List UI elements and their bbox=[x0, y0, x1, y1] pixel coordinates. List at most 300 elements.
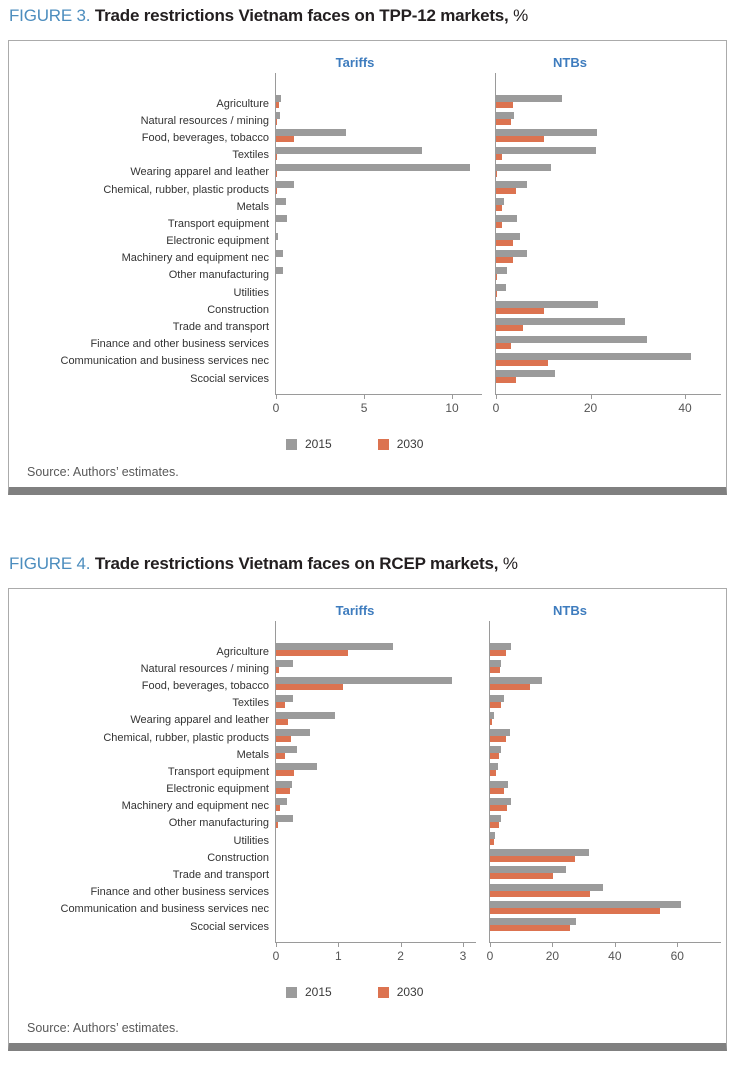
bar-row bbox=[490, 660, 721, 677]
plot-ntbs bbox=[495, 73, 721, 395]
bar-2030 bbox=[496, 343, 511, 349]
bar-2015 bbox=[496, 370, 555, 377]
axis-tick-label: 40 bbox=[608, 949, 622, 963]
bar-row bbox=[496, 250, 721, 267]
bar-row bbox=[276, 336, 482, 353]
bar-2015 bbox=[496, 147, 596, 154]
panel-title-tariffs: Tariffs bbox=[335, 603, 375, 618]
bar-row bbox=[276, 370, 482, 387]
bar-2030 bbox=[490, 822, 499, 828]
legend-item-2015 bbox=[286, 985, 332, 999]
category-row bbox=[9, 198, 269, 215]
bar-2015 bbox=[276, 815, 293, 822]
category-row bbox=[9, 147, 269, 164]
category-label: Agriculture bbox=[216, 645, 269, 658]
panel-title-tariffs: Tariffs bbox=[335, 55, 375, 70]
bar-row bbox=[490, 815, 721, 832]
bar-2015 bbox=[276, 129, 346, 136]
bar-row bbox=[276, 301, 482, 318]
plot-tariffs bbox=[275, 621, 476, 943]
bar-row bbox=[276, 815, 476, 832]
category-row bbox=[9, 336, 269, 353]
bar-row bbox=[276, 233, 482, 250]
bar-2030 bbox=[490, 702, 501, 708]
category-row bbox=[9, 884, 269, 901]
axis-tick-mark bbox=[685, 395, 686, 399]
bar-row bbox=[496, 233, 721, 250]
figure-3-chart bbox=[9, 41, 726, 451]
figure-4 bbox=[8, 554, 727, 1051]
bar-2030 bbox=[276, 684, 343, 690]
bar-row bbox=[276, 798, 476, 815]
bar-2030 bbox=[496, 205, 502, 211]
bar-row bbox=[496, 112, 721, 129]
bar-2015 bbox=[276, 215, 287, 222]
category-label: Agriculture bbox=[216, 97, 269, 110]
bar-2030 bbox=[276, 188, 277, 194]
category-label: Chemical, rubber, plastic products bbox=[103, 731, 269, 744]
bar-row bbox=[276, 129, 482, 146]
bar-2015 bbox=[490, 763, 498, 770]
bar-row bbox=[276, 849, 476, 866]
category-row bbox=[9, 763, 269, 780]
category-row bbox=[9, 353, 269, 370]
bar-row bbox=[490, 763, 721, 780]
bar-2015 bbox=[496, 181, 527, 188]
bar-2030 bbox=[490, 805, 507, 811]
axis-tick-label: 3 bbox=[459, 949, 467, 963]
bar-2015 bbox=[276, 147, 422, 154]
bar-row bbox=[276, 112, 482, 129]
bar-2015 bbox=[490, 849, 589, 856]
bar-2030 bbox=[490, 856, 575, 862]
axis-ntbs bbox=[492, 395, 721, 421]
legend-item-2015 bbox=[286, 437, 332, 451]
legend-swatch-2030 bbox=[378, 439, 389, 450]
axis-tick-mark bbox=[276, 395, 277, 399]
bar-row bbox=[490, 832, 721, 849]
bar-2030 bbox=[276, 102, 279, 108]
panel-titles bbox=[9, 53, 726, 73]
category-label: Wearing apparel and leather bbox=[130, 166, 269, 179]
bar-row bbox=[496, 284, 721, 301]
bar-2015 bbox=[276, 729, 310, 736]
bar-2030 bbox=[496, 119, 511, 125]
category-row bbox=[9, 284, 269, 301]
bar-2030 bbox=[276, 719, 288, 725]
bar-2030 bbox=[496, 377, 516, 383]
axis-tick-mark bbox=[677, 943, 678, 947]
bar-2030 bbox=[490, 908, 660, 914]
bar-row bbox=[276, 164, 482, 181]
category-row bbox=[9, 370, 269, 387]
bar-2030 bbox=[490, 667, 500, 673]
category-row bbox=[9, 181, 269, 198]
category-label: Communication and business services nec bbox=[60, 355, 269, 368]
bar-row bbox=[490, 866, 721, 883]
category-label: Utilities bbox=[233, 834, 269, 847]
category-row bbox=[9, 832, 269, 849]
figure-3-heading bbox=[9, 6, 727, 26]
category-row bbox=[9, 660, 269, 677]
axis-tick-mark bbox=[463, 943, 464, 947]
figure-3-title-unit: % bbox=[513, 6, 529, 25]
bar-2015 bbox=[490, 815, 501, 822]
bar-2030 bbox=[490, 839, 494, 845]
bar-2030 bbox=[276, 650, 348, 656]
category-label: Natural resources / mining bbox=[140, 662, 269, 675]
legend-swatch-2015 bbox=[286, 987, 297, 998]
bar-2015 bbox=[276, 181, 294, 188]
bar-2015 bbox=[490, 712, 494, 719]
axis-tick-label: 20 bbox=[583, 401, 598, 415]
category-row bbox=[9, 866, 269, 883]
category-label: Scocial services bbox=[190, 920, 269, 933]
bar-2030 bbox=[276, 136, 294, 142]
bar-row bbox=[496, 147, 721, 164]
figure-4-title-unit: % bbox=[502, 554, 518, 573]
bar-row bbox=[490, 695, 721, 712]
bar-2015 bbox=[490, 832, 495, 839]
bar-row bbox=[496, 370, 721, 387]
bar-2015 bbox=[496, 112, 514, 119]
category-label: Metals bbox=[236, 748, 269, 761]
figure-4-chart bbox=[9, 589, 726, 999]
category-label: Textiles bbox=[232, 697, 269, 710]
bar-2015 bbox=[496, 164, 551, 171]
category-label: Textiles bbox=[232, 149, 269, 162]
bar-row bbox=[496, 353, 721, 370]
bar-2030 bbox=[490, 684, 530, 690]
axis-tick-label: 60 bbox=[670, 949, 684, 963]
bar-2015 bbox=[490, 695, 504, 702]
bar-row bbox=[276, 901, 476, 918]
legend-label-2030: 2030 bbox=[396, 985, 424, 999]
bar-2030 bbox=[490, 873, 553, 879]
axis-tick-mark bbox=[552, 943, 553, 947]
bar-2015 bbox=[490, 866, 566, 873]
bar-2015 bbox=[490, 918, 576, 925]
category-row bbox=[9, 849, 269, 866]
axis-tick-mark bbox=[364, 395, 365, 399]
bar-row bbox=[276, 781, 476, 798]
category-row bbox=[9, 95, 269, 112]
bar-2015 bbox=[276, 660, 293, 667]
bar-2030 bbox=[276, 753, 285, 759]
bar-2030 bbox=[276, 736, 291, 742]
bar-2015 bbox=[490, 677, 542, 684]
bar-2030 bbox=[276, 119, 277, 125]
category-label: Other manufacturing bbox=[168, 817, 269, 830]
bar-row bbox=[276, 884, 476, 901]
category-label: Scocial services bbox=[190, 372, 269, 385]
bar-row bbox=[496, 95, 721, 112]
category-label: Food, beverages, tobacco bbox=[141, 679, 269, 692]
category-label: Trade and transport bbox=[172, 321, 269, 334]
bar-2015 bbox=[276, 267, 283, 274]
category-row bbox=[9, 267, 269, 284]
category-label: Food, beverages, tobacco bbox=[141, 131, 269, 144]
axis-tick-mark bbox=[615, 943, 616, 947]
category-row bbox=[9, 712, 269, 729]
category-row bbox=[9, 643, 269, 660]
bar-row bbox=[496, 336, 721, 353]
panel-titles bbox=[9, 601, 726, 621]
bar-row bbox=[490, 849, 721, 866]
bar-row bbox=[276, 353, 482, 370]
bar-2015 bbox=[496, 215, 517, 222]
axis-tick-label: 0 bbox=[486, 949, 494, 963]
bar-row bbox=[276, 729, 476, 746]
bar-2015 bbox=[276, 677, 452, 684]
axis-tick-label: 5 bbox=[360, 401, 368, 415]
axis-tick-mark bbox=[591, 395, 592, 399]
category-row bbox=[9, 129, 269, 146]
bar-row bbox=[490, 901, 721, 918]
bar-2015 bbox=[496, 353, 691, 360]
bar-2015 bbox=[496, 95, 562, 102]
bar-row bbox=[276, 267, 482, 284]
bar-row bbox=[276, 181, 482, 198]
category-label: Metals bbox=[236, 200, 269, 213]
category-labels bbox=[9, 73, 275, 395]
bar-row bbox=[490, 781, 721, 798]
bar-row bbox=[276, 643, 476, 660]
bar-2015 bbox=[276, 95, 281, 102]
bar-2030 bbox=[276, 788, 290, 794]
plot-ntbs bbox=[489, 621, 721, 943]
bar-row bbox=[496, 181, 721, 198]
axis-tick-mark bbox=[496, 395, 497, 399]
bar-2030 bbox=[490, 770, 496, 776]
bar-row bbox=[276, 677, 476, 694]
category-row bbox=[9, 695, 269, 712]
bar-2015 bbox=[276, 746, 297, 753]
category-label: Machinery and equipment nec bbox=[121, 252, 269, 265]
bar-2015 bbox=[276, 164, 470, 171]
legend-swatch-2030 bbox=[378, 987, 389, 998]
axis-tariffs bbox=[272, 943, 476, 969]
plot-gap bbox=[476, 621, 489, 943]
bar-2030 bbox=[496, 136, 544, 142]
category-row bbox=[9, 815, 269, 832]
figure-3-label: FIGURE 3. bbox=[9, 6, 91, 25]
category-row bbox=[9, 250, 269, 267]
axis-tick-mark bbox=[401, 943, 402, 947]
figure-4-panel bbox=[8, 588, 727, 1051]
bar-2030 bbox=[276, 667, 279, 673]
bar-row bbox=[276, 712, 476, 729]
category-row bbox=[9, 301, 269, 318]
bar-2015 bbox=[276, 781, 292, 788]
legend-label-2015: 2015 bbox=[305, 985, 332, 999]
axis-tick-mark bbox=[276, 943, 277, 947]
bar-2015 bbox=[276, 233, 278, 240]
bar-2015 bbox=[276, 198, 286, 205]
category-labels bbox=[9, 621, 275, 943]
bar-2015 bbox=[496, 301, 598, 308]
category-label: Wearing apparel and leather bbox=[130, 714, 269, 727]
bar-row bbox=[276, 746, 476, 763]
bar-row bbox=[496, 215, 721, 232]
bar-row bbox=[276, 198, 482, 215]
bar-row bbox=[490, 712, 721, 729]
bar-2030 bbox=[496, 274, 497, 280]
bar-2030 bbox=[496, 360, 548, 366]
bar-row bbox=[276, 695, 476, 712]
bar-2015 bbox=[496, 336, 647, 343]
bar-row bbox=[276, 866, 476, 883]
legend-label-2030: 2030 bbox=[396, 437, 424, 451]
plot-gap bbox=[482, 73, 495, 395]
category-label: Natural resources / mining bbox=[140, 114, 269, 127]
bar-2015 bbox=[276, 250, 283, 257]
bar-2030 bbox=[496, 222, 502, 228]
bar-2015 bbox=[496, 267, 507, 274]
category-row bbox=[9, 901, 269, 918]
axis-tick-label: 0 bbox=[272, 401, 280, 415]
bar-2030 bbox=[490, 788, 504, 794]
category-row bbox=[9, 318, 269, 335]
axis-spacer bbox=[9, 943, 275, 969]
axis-tick-mark bbox=[490, 943, 491, 947]
bar-2030 bbox=[490, 925, 570, 931]
bar-2015 bbox=[490, 729, 510, 736]
panel-title-ntbs: NTBs bbox=[553, 603, 587, 618]
figure-3-source-note: Source: Authors’ estimates. bbox=[27, 465, 179, 479]
bar-2015 bbox=[276, 798, 287, 805]
bar-2030 bbox=[276, 822, 278, 828]
bar-2015 bbox=[276, 763, 317, 770]
bar-2030 bbox=[276, 805, 280, 811]
bar-2030 bbox=[276, 702, 285, 708]
bar-2030 bbox=[496, 291, 497, 297]
axis-ntbs bbox=[486, 943, 721, 969]
plot-tariffs bbox=[275, 73, 482, 395]
bar-row bbox=[496, 267, 721, 284]
figure-3-panel bbox=[8, 40, 727, 495]
category-label: Trade and transport bbox=[172, 869, 269, 882]
category-row bbox=[9, 746, 269, 763]
bar-row bbox=[276, 318, 482, 335]
bar-2030 bbox=[276, 154, 277, 160]
category-label: Chemical, rubber, plastic products bbox=[103, 183, 269, 196]
category-label: Finance and other business services bbox=[90, 886, 269, 899]
bar-2015 bbox=[490, 660, 501, 667]
bar-row bbox=[490, 746, 721, 763]
category-label: Transport equipment bbox=[167, 765, 269, 778]
bar-2015 bbox=[490, 798, 511, 805]
axis-row bbox=[9, 395, 726, 421]
bar-2030 bbox=[490, 736, 506, 742]
legend-label-2015: 2015 bbox=[305, 437, 332, 451]
bar-2030 bbox=[496, 102, 513, 108]
category-label: Other manufacturing bbox=[168, 269, 269, 282]
axis-tick-label: 1 bbox=[334, 949, 342, 963]
bar-row bbox=[490, 643, 721, 660]
bar-row bbox=[276, 250, 482, 267]
bar-row bbox=[276, 284, 482, 301]
bar-2030 bbox=[496, 240, 513, 246]
axis-tick-label: 2 bbox=[397, 949, 404, 963]
bar-2015 bbox=[490, 901, 681, 908]
category-row bbox=[9, 233, 269, 250]
category-row bbox=[9, 215, 269, 232]
axis-tick-label: 0 bbox=[272, 949, 280, 963]
category-label: Utilities bbox=[233, 286, 269, 299]
bar-2015 bbox=[496, 198, 504, 205]
bar-2030 bbox=[276, 770, 294, 776]
category-row bbox=[9, 112, 269, 129]
axis-tick-mark bbox=[452, 395, 453, 399]
bar-row bbox=[490, 729, 721, 746]
axis-tick-label: 40 bbox=[678, 401, 692, 415]
bar-row bbox=[496, 129, 721, 146]
legend-swatch-2015 bbox=[286, 439, 297, 450]
bar-row bbox=[490, 798, 721, 815]
bar-2030 bbox=[496, 325, 523, 331]
bar-2030 bbox=[490, 753, 499, 759]
bar-2015 bbox=[496, 284, 506, 291]
category-row bbox=[9, 164, 269, 181]
category-label: Electronic equipment bbox=[166, 235, 269, 248]
bar-2030 bbox=[496, 308, 544, 314]
bar-2015 bbox=[496, 233, 520, 240]
category-row bbox=[9, 677, 269, 694]
bar-row bbox=[496, 318, 721, 335]
bar-2030 bbox=[490, 650, 506, 656]
bar-row bbox=[276, 215, 482, 232]
chart-body bbox=[9, 73, 726, 395]
bar-2015 bbox=[490, 746, 501, 753]
category-label: Machinery and equipment nec bbox=[121, 800, 269, 813]
category-row bbox=[9, 918, 269, 935]
bar-row bbox=[276, 832, 476, 849]
bar-2015 bbox=[490, 643, 511, 650]
bar-2015 bbox=[490, 884, 603, 891]
category-label: Electronic equipment bbox=[166, 783, 269, 796]
bar-2015 bbox=[276, 643, 393, 650]
bar-2015 bbox=[276, 712, 335, 719]
axis-tick-mark bbox=[338, 943, 339, 947]
category-label: Communication and business services nec bbox=[60, 903, 269, 916]
bar-2030 bbox=[496, 188, 516, 194]
bar-2015 bbox=[490, 781, 508, 788]
category-row bbox=[9, 798, 269, 815]
legend-item-2030 bbox=[378, 985, 424, 999]
bar-row bbox=[276, 918, 476, 935]
chart-body bbox=[9, 621, 726, 943]
category-label: Finance and other business services bbox=[90, 338, 269, 351]
bar-row bbox=[276, 660, 476, 677]
bar-row bbox=[490, 884, 721, 901]
axis-row bbox=[9, 943, 726, 969]
legend-item-2030 bbox=[378, 437, 424, 451]
bar-row bbox=[490, 677, 721, 694]
bar-2015 bbox=[496, 250, 527, 257]
bar-2015 bbox=[276, 695, 293, 702]
bar-2015 bbox=[276, 112, 280, 119]
bar-row bbox=[496, 198, 721, 215]
category-label: Construction bbox=[207, 303, 269, 316]
axis-spacer bbox=[9, 395, 275, 421]
bar-row bbox=[276, 147, 482, 164]
category-row bbox=[9, 729, 269, 746]
axis-tariffs bbox=[272, 395, 482, 421]
category-label: Transport equipment bbox=[167, 217, 269, 230]
figure-4-source-note: Source: Authors’ estimates. bbox=[27, 1021, 179, 1035]
axis-tick-label: 20 bbox=[545, 949, 560, 963]
